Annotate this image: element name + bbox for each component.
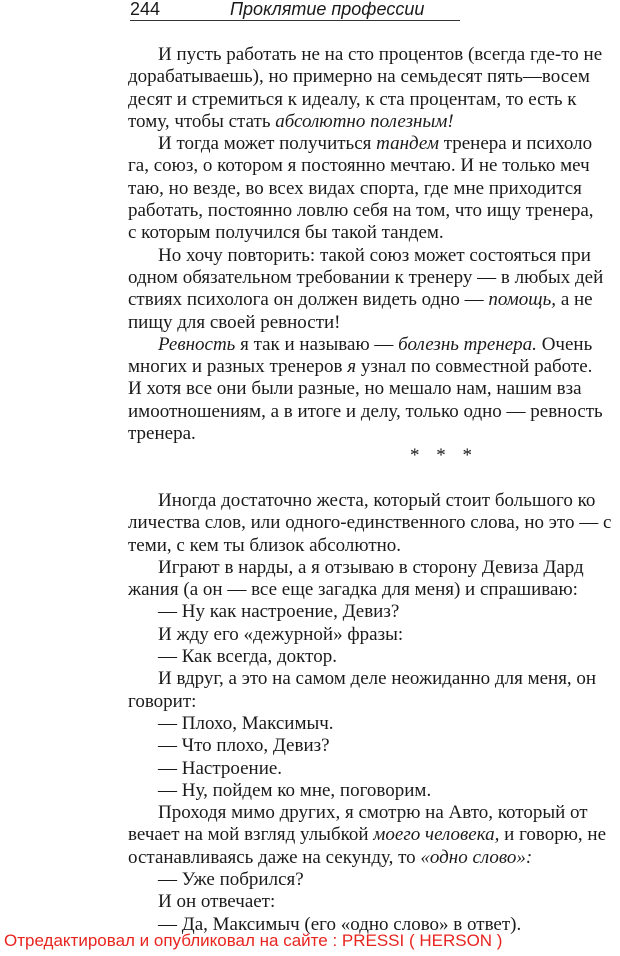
- text-run: тренера.: [128, 423, 196, 445]
- text-line: [128, 334, 620, 356]
- text-line: [128, 824, 620, 846]
- text-run: личества слов, или одного-единственного слова, но это — с: [128, 512, 612, 534]
- section-separator: [128, 445, 620, 467]
- text-run: Иногда достаточно жеста, который стоит большого ко: [158, 489, 596, 511]
- text-run: — Плохо, Максимыч.: [158, 712, 334, 734]
- text-line: [128, 780, 620, 802]
- text-run: И хотя все они были разные, но мешало нам, нашим вза: [128, 378, 582, 400]
- text-run: теми, с кем ты близок абсолютно.: [128, 534, 402, 556]
- text-run: ствиях психолога он должен видеть одно —: [128, 289, 489, 311]
- text-line: [128, 356, 620, 378]
- text-run: И тогда может получиться: [158, 133, 377, 155]
- text-line: [128, 735, 620, 757]
- text-line: [128, 646, 620, 668]
- text-line: [128, 557, 620, 579]
- text-line: [128, 178, 620, 200]
- text-line: [128, 245, 620, 267]
- italic-run: я: [347, 356, 357, 378]
- italic-run: абсолютно полезным!: [275, 110, 454, 132]
- text-line: [128, 512, 620, 534]
- text-run: тому, чтобы стать: [128, 110, 276, 132]
- text-run: работать, постоянно ловлю себя на том, что ищу тренера,: [128, 200, 594, 222]
- text-run: И он отвечает:: [158, 891, 276, 913]
- text-run: я так и называю —: [235, 333, 399, 355]
- text-line: [128, 312, 620, 334]
- text-line: [128, 624, 620, 646]
- text-run: Играют в нарды, а я отзываю в сторону Девиза Дард: [158, 556, 584, 578]
- text-run: и говорю, не: [499, 824, 607, 846]
- text-line: [128, 222, 620, 244]
- text-run: говорит:: [128, 690, 197, 712]
- running-header: [130, 0, 460, 21]
- text-run: дорабатываешь), но примерно на семьдесят пять—восем: [128, 66, 590, 88]
- text-run: с которым получился бы такой тандем.: [128, 222, 444, 244]
- text-run: И пусть работать не на сто процентов (всегда где-то не: [158, 44, 603, 65]
- text-line: [128, 200, 620, 222]
- text-line: [128, 601, 620, 623]
- text-line: [128, 691, 620, 713]
- text-run: десят и стремиться к идеалу, к ста процентам, то есть к: [128, 88, 577, 110]
- text-line: [128, 267, 620, 289]
- text-run: — Ну как настроение, Девиз?: [158, 601, 400, 623]
- text-run: жания (а он — все еще загадка для меня) и спрашиваю:: [128, 579, 578, 601]
- text-line: [128, 713, 620, 735]
- text-line: [128, 579, 620, 601]
- text-run: одном обязательном требовании к тренеру — в любых дей: [128, 266, 604, 288]
- italic-run: «одно слово»:: [420, 846, 533, 868]
- text-line: [128, 869, 620, 891]
- text-line: [128, 490, 620, 512]
- text-line: [128, 66, 620, 88]
- text-run: Очень: [536, 333, 593, 355]
- italic-run: тандем: [376, 133, 439, 155]
- text-run: — Настроение.: [158, 757, 283, 779]
- italic-run: моего человека,: [373, 824, 500, 846]
- text-run: многих и разных тренеров: [128, 356, 348, 378]
- text-line: [128, 802, 620, 824]
- text-run: имоотношениям, а в итоге и делу, только одно — ревность: [128, 400, 603, 422]
- text-run: таю, но везде, во всех видах спорта, где мне приходится: [128, 177, 582, 199]
- text-run: га, союз, о котором я постоянно мечтаю. И не только меч: [128, 155, 590, 177]
- text-line: [128, 401, 620, 423]
- text-run: останавливаясь даже на секунду, то: [128, 846, 421, 868]
- publisher-footer: Отредактировал и опубликовал на сайте : PRESSI ( HERSON ): [4, 931, 503, 950]
- text-run: тренера и психоло: [438, 133, 593, 155]
- text-line: [128, 111, 620, 133]
- text-run: И вдруг, а это на самом деле неожиданно для меня, он: [158, 668, 597, 690]
- blank-line: [128, 468, 620, 490]
- italic-run: болезнь тренера.: [398, 333, 537, 355]
- text-run: — Да, Максимыч (его «одно слово» в ответ).: [158, 913, 522, 935]
- italic-run: Ревность: [158, 333, 236, 355]
- text-run: — Уже побрился?: [158, 868, 304, 890]
- text-line: [128, 133, 620, 155]
- text-line: [128, 44, 620, 66]
- text-run: — Что плохо, Девиз?: [158, 735, 330, 757]
- text-line: [128, 155, 620, 177]
- page-number: 244: [130, 0, 161, 19]
- text-line: [128, 89, 620, 111]
- text-run: Проходя мимо других, я смотрю на Авто, который от: [158, 802, 588, 824]
- text-run: И жду его «дежурной» фразы:: [158, 623, 404, 645]
- text-run: вечает на мой взгляд улыбкой: [128, 824, 374, 846]
- text-line: [128, 891, 620, 913]
- text-run: * * *: [410, 445, 478, 467]
- text-run: — Как всегда, доктор.: [158, 646, 337, 668]
- text-line: [128, 423, 620, 445]
- text-run: — Ну, пойдем ко мне, поговорим.: [158, 779, 432, 801]
- text-line: [128, 289, 620, 311]
- text-line: [128, 668, 620, 690]
- running-title: Проклятие профессии: [230, 0, 425, 19]
- text-run: Но хочу повторить: такой союз может состояться при: [158, 244, 591, 266]
- body-text: [128, 44, 620, 936]
- text-run: а не: [556, 289, 593, 311]
- italic-run: помощь,: [488, 289, 557, 311]
- text-run: узнал по совместной работе.: [356, 356, 593, 378]
- text-line: [128, 758, 620, 780]
- text-line: [128, 535, 620, 557]
- text-line: [128, 378, 620, 400]
- text-line: [128, 847, 620, 869]
- text-run: пищу для своей ревности!: [128, 311, 341, 333]
